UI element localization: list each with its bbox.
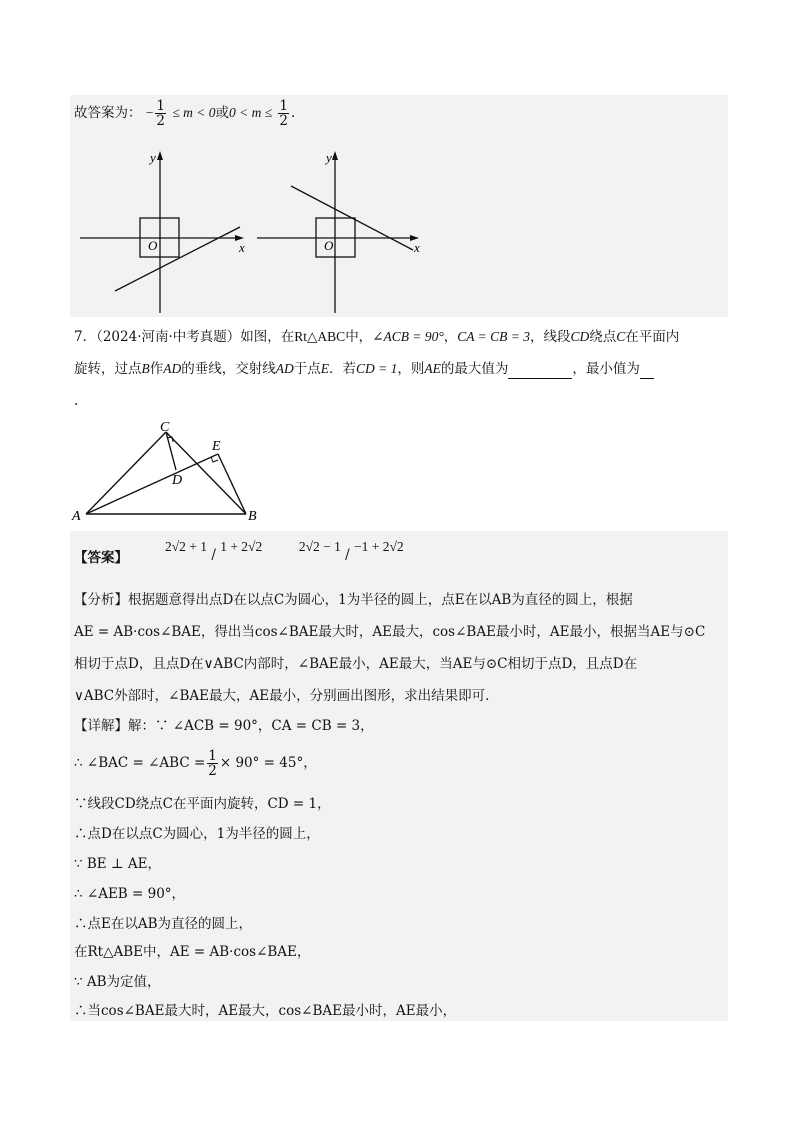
answer-values: 2√2 + 1 / 1 + 2√2 2√2 − 1 / −1 + 2√2 [165,539,404,563]
detail-line-5: ∵ BE ⊥ AE， [74,856,162,872]
q7-line-3: . [74,393,79,409]
point-label-A: A [72,509,81,524]
detail-line-4: ∴点D在以点C为圆心，1为半径的圆上， [74,826,320,842]
origin-label: O [324,238,334,253]
q7-line-1: 7．（2024·河南·中考真题）如图，在Rt△ABC中，∠ACB = 90°，CA = CB = 3，线段CD绕点C在平面内 [74,329,680,345]
coordinate-graph-2 [255,148,430,318]
point-label-D: D [172,473,183,488]
half-fraction: $\frac{1}{2}$ [156,98,166,129]
point-label-E: E [212,439,221,454]
q6-answer-line: 故答案为： − $\frac{1}{2}$ ≤ m < 0或0 < m ≤ $\frac{1}{2}$ . [74,98,296,129]
answer-line: 【答案】 [74,550,128,566]
analysis-line-3: 相切于点D，且点D在∨ABC内部时，∠BAE最小，AE最大，当AE与⊙C相切于点D，且点D在 [74,656,638,672]
answer-blank-min [640,364,654,379]
q7-line-2: 旋转，过点B作AD的垂线，交射线AD于点E．若CD = 1，则AE的最大值为 ，最小值为 [74,359,654,379]
detail-line-9: ∵ AB为定值， [74,974,161,990]
x-axis-label: x [414,240,420,255]
triangle-figure [70,418,270,526]
analysis-line-4: ∨ABC外部时，∠BAE最大，AE最小，分别画出图形，求出结果即可. [74,688,490,704]
point-label-B: B [248,509,257,524]
half-fraction-3: $\frac{1}{2}$ [208,748,217,779]
y-axis-label: y [326,150,332,165]
detail-line-10: ∴当cos∠BAE最大时，AE最大，cos∠BAE最小时，AE最小， [74,1003,457,1019]
detail-line-6: ∴ ∠AEB = 90°， [74,886,186,902]
detail-line-7: ∴点E在以AB为直径的圆上， [74,916,253,932]
half-fraction-2: $\frac{1}{2}$ [279,98,289,129]
point-label-C: C [160,420,170,435]
answer-blank-max [508,364,572,379]
origin-label: O [148,238,158,253]
detail-line-1: 【详解】解：∵ ∠ACB = 90°，CA = CB = 3， [74,718,374,734]
coordinate-graph-1 [78,148,253,318]
analysis-line-1: 【分析】根据题意得出点D在以点C为圆心，1为半径的圆上，点E在以AB为直径的圆上，根据 [74,592,633,608]
detail-line-3: ∵线段CD绕点C在平面内旋转，CD = 1， [74,796,331,812]
x-axis-label: x [239,240,245,255]
detail-line-2: ∴ ∠BAC = ∠ABC = $\frac{1}{2}$ × 90° = 45°， [74,748,317,779]
analysis-line-2: AE = AB·cos∠BAE，得出当cos∠BAE最大时，AE最大，cos∠BAE最小时，AE最小，根据当AE与⊙C [74,624,706,640]
y-axis-label: y [150,150,156,165]
detail-line-8: 在Rt△ABE中，AE = AB·cos∠BAE， [74,944,311,960]
